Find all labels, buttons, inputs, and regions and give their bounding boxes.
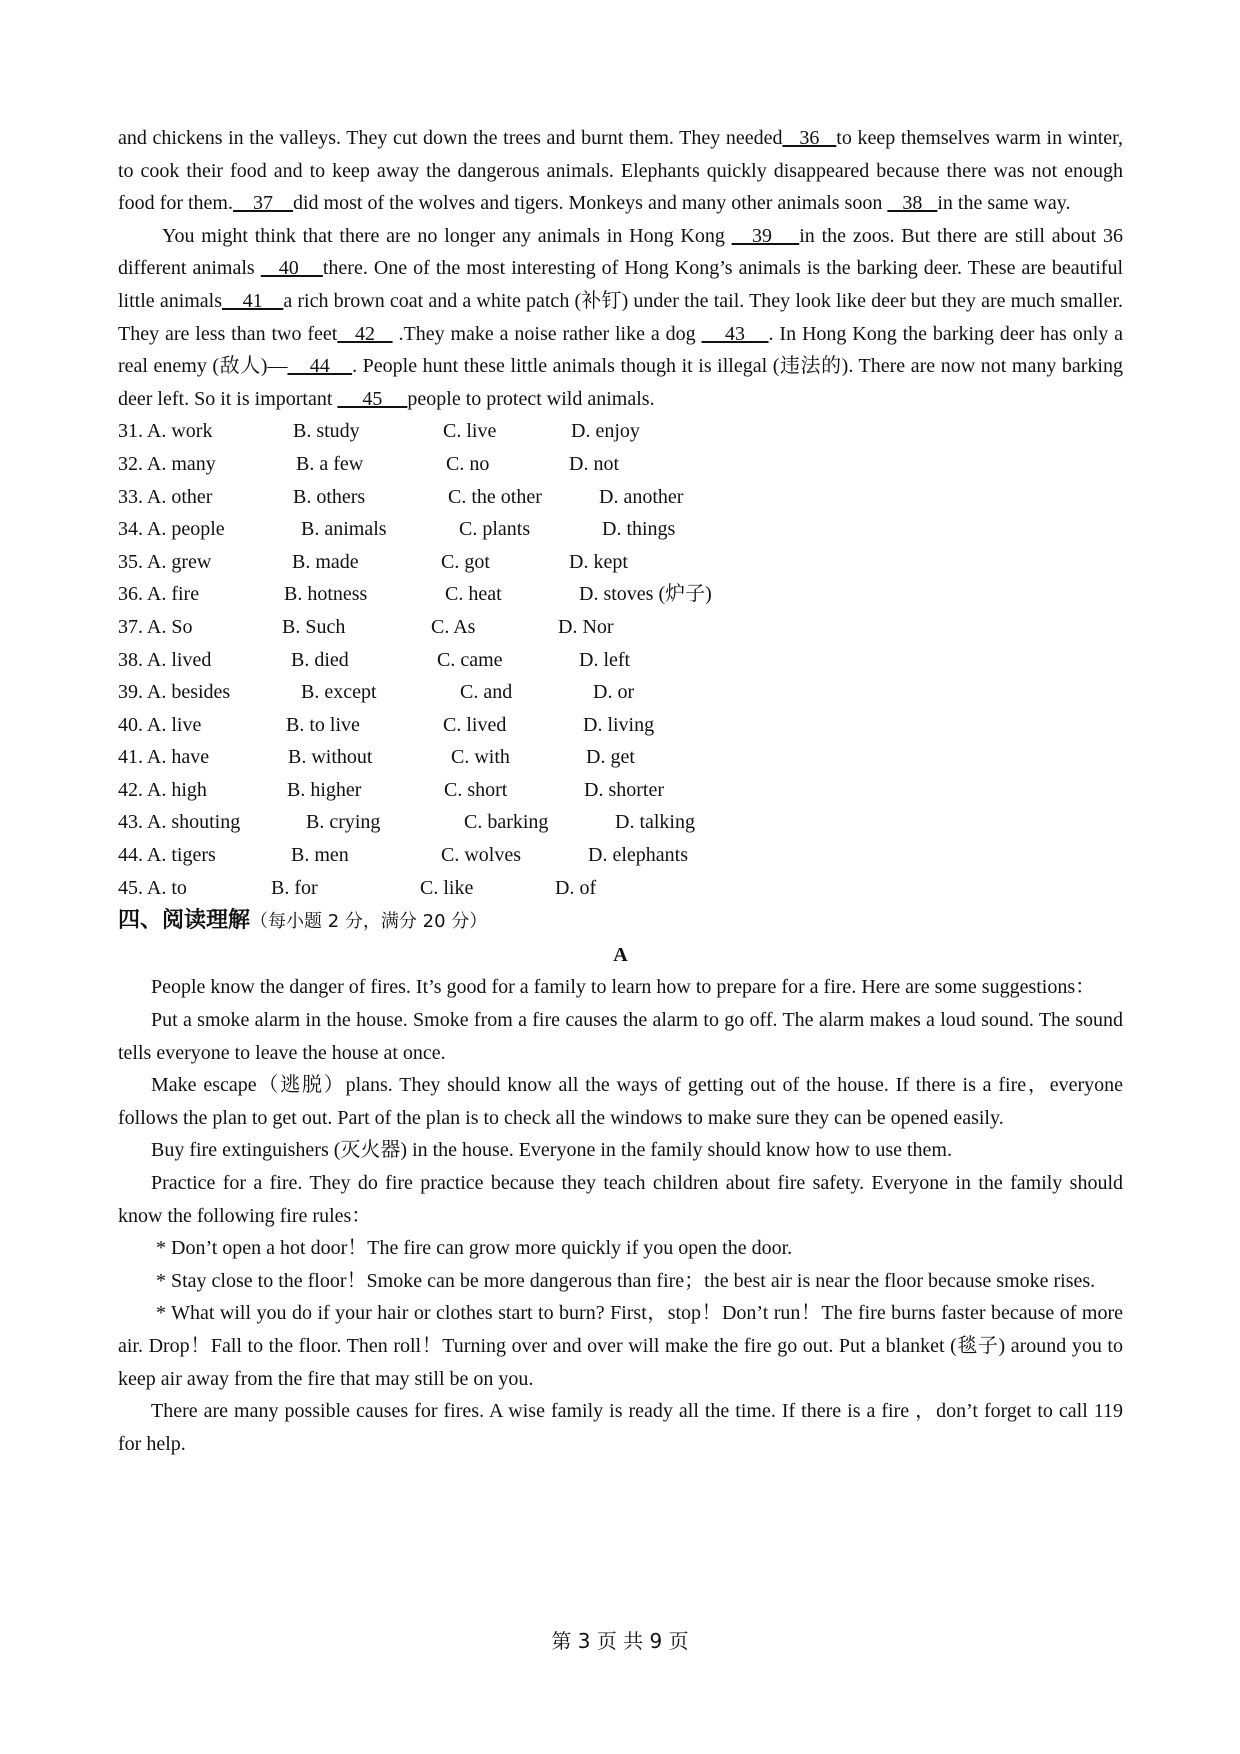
option-a: 42. A. high — [118, 778, 207, 801]
option-a: 36. A. fire — [118, 583, 200, 606]
option-a: 43. A. shouting — [118, 811, 241, 834]
fire-rule-3: * What will you do if your hair or clothes start to burn? First，stop！Don’t run！The fire burns faster because of more air. Drop！Fall to the floor. Then roll！Turning over and over will make the fire go out. Put a blanket (毯子) around you to keep air away from the fire that may still be on you. — [118, 1302, 1123, 1390]
option-a: 31. A. work — [118, 420, 213, 443]
text: there. One of the most interesting of Hong Kong’s animals is the barking deer. These are beautiful little animals — [118, 257, 1123, 312]
page-content — [118, 122, 1123, 1460]
question-43-options — [118, 806, 1123, 839]
option-b: B. for — [271, 876, 318, 899]
option-c: C. barking — [464, 811, 549, 834]
section-title: 四、阅读理解 — [118, 908, 251, 934]
cloze-options — [118, 415, 1123, 904]
option-c: C. no — [446, 452, 490, 475]
fire-rule-1: * Don’t open a hot door！The fire can grow more quickly if you open the door. — [156, 1237, 793, 1260]
option-c: C. short — [444, 778, 508, 801]
question-42-options — [118, 774, 1123, 807]
option-c: C. heat — [445, 583, 502, 606]
option-b: B. a few — [296, 452, 364, 475]
question-37-options — [118, 611, 1123, 644]
option-c: C. wolves — [441, 844, 521, 867]
option-c: C. got — [441, 550, 490, 573]
option-a: 37. A. So — [118, 615, 193, 638]
option-a: 40. A. live — [118, 713, 202, 736]
option-b: B. made — [292, 550, 359, 573]
option-b: B. men — [291, 844, 349, 867]
option-c: C. lived — [443, 713, 507, 736]
reading-paragraph-2: Put a smoke alarm in the house. Smoke from a fire causes the alarm to go off. The alarm makes a loud sound. The sound tells everyone to leave the house at once. — [118, 1009, 1123, 1064]
text: people to protect wild animals. — [407, 387, 655, 410]
blank-41: 41 — [222, 289, 284, 312]
option-d: D. not — [569, 452, 619, 475]
page-footer: 第 3 页 共 9 页 — [551, 1629, 689, 1653]
option-b: B. animals — [301, 518, 387, 541]
cloze-paragraph-1 — [118, 122, 1123, 220]
option-d: D. things — [602, 518, 676, 541]
text: You might think that there are no longer any animals in Hong Kong — [162, 224, 732, 247]
option-c: C. As — [431, 615, 476, 638]
text: to keep themselves warm in winter, to cook their food and to keep away the dangerous animals. Elephants quickly disappeared because there was not enough food for them. — [118, 127, 1123, 215]
option-d: D. of — [555, 876, 597, 899]
option-d: D. stoves (炉子) — [579, 583, 712, 606]
option-c: C. the other — [448, 485, 542, 508]
option-a: 44. A. tigers — [118, 844, 216, 867]
option-c: C. plants — [459, 518, 531, 541]
option-b: B. to live — [286, 713, 360, 736]
option-a: 32. A. many — [118, 452, 216, 475]
option-b: B. higher — [287, 778, 362, 801]
passage-letter: A — [613, 943, 628, 966]
text: and chickens in the valleys. They cut down the trees and burnt them. They needed — [118, 127, 783, 149]
option-b: B. died — [291, 648, 349, 671]
question-36-options — [118, 578, 1123, 611]
fire-rule-2: * Stay close to the floor！Smoke can be more dangerous than fire；the best air is near the floor because smoke rises. — [156, 1269, 1096, 1292]
option-c: C. like — [420, 876, 474, 899]
option-c: C. with — [451, 746, 510, 769]
question-38-options — [118, 644, 1123, 677]
question-34-options — [118, 513, 1123, 546]
option-b: B. except — [301, 681, 377, 704]
text: .They make a noise rather like a dog — [392, 322, 702, 345]
blank-43: 43 — [701, 322, 769, 345]
option-b: B. crying — [306, 811, 381, 834]
blank-42: 42 — [337, 322, 393, 345]
question-40-options — [118, 709, 1123, 742]
option-a: 38. A. lived — [118, 648, 212, 671]
question-41-options — [118, 741, 1123, 774]
option-a: 39. A. besides — [118, 681, 231, 704]
question-32-options — [118, 448, 1123, 481]
reading-paragraph-1: People know the danger of fires. It’s good for a family to learn how to prepare for a fire. Here are some suggestions： — [151, 976, 1096, 999]
option-b: B. hotness — [284, 583, 368, 606]
reading-paragraph-3: Make escape（逃脱）plans. They should know all the ways of getting out of the house. If there is a fire，everyone follows the plan to get out. Part of the plan is to check all the windows to make sure they can be opened easily. — [118, 1074, 1123, 1129]
reading-paragraph-9: There are many possible causes for fires. A wise family is ready all the time. If there is a fire ，don’t forget to call 119 for help. — [118, 1400, 1123, 1455]
option-c: C. came — [437, 648, 503, 671]
blank-45: 45 — [337, 387, 408, 410]
option-c: C. live — [443, 420, 497, 443]
option-a: 33. A. other — [118, 485, 213, 508]
option-a: 35. A. grew — [118, 550, 212, 573]
blank-40: 40 — [260, 257, 323, 280]
blank-44: 44 — [287, 355, 353, 378]
option-d: D. another — [599, 485, 684, 508]
section-heading — [118, 904, 1123, 939]
blank-39: 39 — [731, 224, 800, 247]
option-d: D. kept — [569, 550, 628, 573]
option-d: D. living — [583, 713, 655, 736]
question-35-options — [118, 546, 1123, 579]
text: a rich brown coat and a white patch (补钉) under the tail. They look like deer but they are much smaller. They are less than two feet — [118, 289, 1124, 345]
option-b: B. others — [293, 485, 366, 508]
option-d: D. Nor — [558, 615, 614, 638]
blank-38: 38 — [887, 192, 938, 215]
option-d: D. or — [593, 681, 635, 704]
option-c: C. and — [460, 681, 513, 704]
option-d: D. talking — [615, 811, 695, 834]
question-44-options — [118, 839, 1123, 872]
text: . People hunt these little animals though it is illegal (违法的). There are now not many barking deer left. So it is important — [118, 355, 1123, 410]
option-d: D. enjoy — [571, 420, 640, 443]
option-d: D. left — [579, 648, 631, 671]
section-note: （每小题 2 分，满分 20 分） — [250, 911, 488, 933]
text: in the same way. — [937, 192, 1071, 215]
option-a: 41. A. have — [118, 746, 210, 769]
option-d: D. shorter — [584, 778, 664, 801]
option-d: D. elephants — [588, 844, 688, 867]
blank-36: 36 — [782, 127, 837, 149]
option-b: B. Such — [282, 615, 346, 638]
question-39-options — [118, 676, 1123, 709]
reading-paragraph-5: Practice for a fire. They do fire practice because they teach children about fire safety. Everyone in the family should know the following fire rules： — [118, 1172, 1123, 1227]
question-45-options — [118, 872, 1123, 905]
reading-paragraph-4: Buy fire extinguishers (灭火器) in the house. Everyone in the family should know how to use them. — [151, 1139, 952, 1162]
text: . In Hong Kong the barking deer has only a real enemy (敌人)— — [118, 322, 1124, 378]
text: did most of the wolves and tigers. Monkeys and many other animals soon — [292, 192, 888, 215]
blank-37: 37 — [232, 192, 293, 215]
option-d: D. get — [586, 746, 635, 769]
cloze-paragraph-2 — [118, 220, 1123, 416]
text: in the zoos. But there are still about 36 different animals — [118, 224, 1124, 280]
option-a: 34. A. people — [118, 518, 225, 541]
option-a: 45. A. to — [118, 876, 187, 899]
option-b: B. study — [293, 420, 360, 443]
option-b: B. without — [288, 746, 373, 769]
question-31-options — [118, 415, 1123, 448]
question-33-options — [118, 481, 1123, 514]
